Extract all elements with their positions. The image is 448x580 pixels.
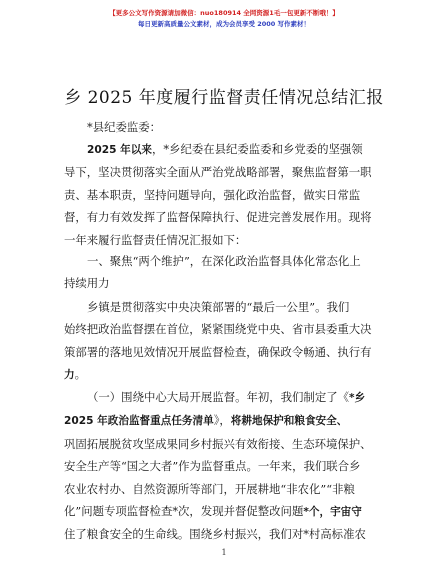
salutation: *县纪委监委： xyxy=(87,120,162,134)
paragraph-3: （一）围绕中心大局开展监督。年初，我们制定了《*乡 2025 年政治监督重点任务清单》，将耕地保护和粮食安全、 巩固拓展脱贫攻坚成果同乡村振兴有效衔接、生态环境保护、 安全生产等“国之大者”作为监督重点。一年来，我们联合乡 农业农村办、自然资源所等部门，开展耕地“非农化”“非粮 化”问题专项监督检查*次，发现并督促整改问题*个，宇宙守 住了粮食安全的生命线。围绕乡村振兴，我们对*村高标准农 xyxy=(64,390,372,542)
header-banner xyxy=(0,8,448,30)
document-title: 乡 2025 年度履行监督责任情况总结汇报 xyxy=(64,88,384,108)
banner-line-1: 【更多公文写作资源请加微信：nuo180914 全网资源1毛一包更新不断哦！】 xyxy=(109,9,339,17)
paragraph-2: 乡镇是贯彻落实中央决策部署的“最后一公里”。我们 始终把政治监督摆在首位，紧紧围绕党中央、省市县委重大决 策部署的落地见效情况开展监督检查，确保政令畅通、执行有 力。 xyxy=(64,300,372,382)
intro-paragraph: 2025 年以来，*乡纪委在县纪委监委和乡党委的坚强领 导下，坚决贯彻落实全面从严治党战略部署，聚焦监督第一职 责、基本职责，坚持问题导向，强化政治监督，做实日常监 督，有力有效发挥了监督保障执行、促进完善发展作用。现将 一年来履行监督责任情况汇报如下： xyxy=(64,142,372,247)
intro-bold: 2025 年以来 xyxy=(87,144,152,156)
page-number: 1 xyxy=(221,548,227,557)
banner-line-2: 每日更新高质量公文素材，成为会员享受 2000 写作素材！ xyxy=(137,20,311,28)
section-heading-1: 一、聚焦“两个维护”，在深化政治监督具体化常态化上 持续用力 xyxy=(64,254,361,291)
